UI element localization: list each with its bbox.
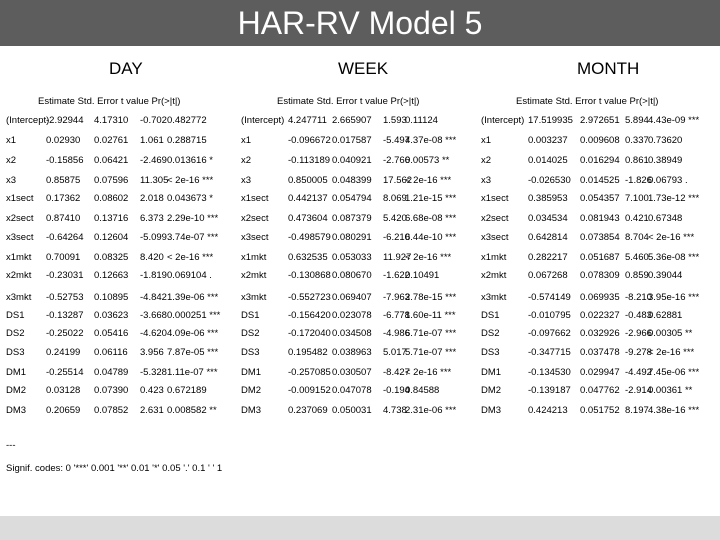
cell-est: -0.15856	[46, 155, 84, 166]
cell-p-value: 1.39e-06 ***	[167, 292, 219, 303]
cell-t: -8.210	[625, 292, 652, 303]
cell-term: DS3	[241, 347, 260, 358]
cell-se: 0.014525	[580, 175, 620, 186]
cell-est: 17.519935	[528, 115, 573, 126]
slide-title: HAR-RV Model 5	[237, 5, 483, 41]
cell-est: -0.134530	[528, 367, 571, 378]
cell-p-value: 1.60e-11 ***	[405, 310, 456, 321]
cell-est: -0.139187	[528, 385, 571, 396]
cell-p-value: < 2e-16 ***	[405, 252, 452, 263]
cell-est: 0.067268	[528, 270, 568, 281]
cell-se: 0.13716	[94, 213, 129, 224]
cell-term: x3sect	[6, 232, 34, 243]
cell-p-value: 0.73620	[648, 135, 683, 146]
cell-p-value: 3.95e-16 ***	[648, 292, 700, 303]
cell-p-value: 7.87e-05 ***	[167, 347, 219, 358]
cell-est: -0.13287	[46, 310, 84, 321]
cell-p-value: 0.84588	[405, 385, 440, 396]
cell-term: x2	[241, 155, 252, 166]
cell-est: -0.010795	[528, 310, 571, 321]
cell-se: 0.12604	[94, 232, 129, 243]
cell-est: -0.113189	[288, 155, 331, 166]
cell-se: 0.017587	[332, 135, 372, 146]
cell-p-value: < 2e-16 ***	[405, 367, 452, 378]
cell-t: -1.826	[625, 175, 652, 186]
cell-p-value: 4.37e-08 ***	[405, 135, 457, 146]
cell-t: -0.194	[383, 385, 410, 396]
cell-term: x1	[481, 135, 492, 146]
cell-t: -7.963	[383, 292, 410, 303]
cell-term: x2sect	[6, 213, 34, 224]
cell-term: DS1	[241, 310, 260, 321]
cell-term: x1mkt	[6, 252, 32, 263]
cell-se: 0.02761	[94, 135, 129, 146]
cell-p-value: < 2e-16 ***	[405, 175, 452, 186]
cell-se: 0.078309	[580, 270, 620, 281]
cell-p-value: 1.11e-07 ***	[167, 367, 218, 378]
cell-p-value: < 2e-16 ***	[167, 175, 214, 186]
cell-se: 0.087379	[332, 213, 372, 224]
cell-est: 0.70091	[46, 252, 81, 263]
cell-se: 0.050031	[332, 405, 372, 416]
week-table-header: Estimate Std. Error t value Pr(>|t|)	[277, 96, 420, 107]
cell-t: -0.702	[140, 115, 167, 126]
cell-t: -1.819	[140, 270, 167, 281]
cell-se: 0.05416	[94, 328, 129, 339]
cell-est: -0.23031	[46, 270, 84, 281]
ellipsis: ---	[6, 440, 16, 451]
cell-se: 0.04789	[94, 367, 129, 378]
cell-se: 0.10895	[94, 292, 129, 303]
cell-t: 2.018	[140, 193, 164, 204]
cell-est: 0.424213	[528, 405, 568, 416]
cell-t: 1.593	[383, 115, 407, 126]
cell-p-value: 7.45e-06 ***	[648, 367, 700, 378]
cell-se: 2.665907	[332, 115, 372, 126]
cell-t: 3.956	[140, 347, 164, 358]
cell-se: 0.051752	[580, 405, 620, 416]
cell-term: DS1	[481, 310, 500, 321]
cell-p-value: 0.043673 *	[167, 193, 213, 204]
cell-t: 11.305	[140, 175, 169, 186]
cell-term: x3sect	[481, 232, 509, 243]
significance-codes: Signif. codes: 0 '***' 0.001 '**' 0.01 '*' 0.05 '.' 0.1 ' ' 1	[6, 463, 223, 474]
cell-est: 0.003237	[528, 135, 568, 146]
cell-term: x3	[241, 175, 252, 186]
cell-est: 0.85875	[46, 175, 81, 186]
cell-est: -0.552723	[288, 292, 331, 303]
cell-est: 0.014025	[528, 155, 568, 166]
cell-t: 8.069	[383, 193, 407, 204]
month-table-header: Estimate Std. Error t value Pr(>|t|)	[516, 96, 659, 107]
cell-term: (Intercept)	[481, 115, 525, 126]
cell-est: -0.009152	[288, 385, 331, 396]
cell-t: 0.423	[140, 385, 164, 396]
cell-term: x2mkt	[481, 270, 507, 281]
month-panel-title: MONTH	[577, 59, 640, 78]
day-table-header: Estimate Std. Error t value Pr(>|t|)	[38, 96, 181, 107]
cell-term: x2mkt	[241, 270, 267, 281]
cell-se: 0.048399	[332, 175, 372, 186]
cell-p-value: 0.013616 *	[167, 155, 213, 166]
cell-est: 0.385953	[528, 193, 568, 204]
cell-t: 8.704	[625, 232, 649, 243]
cell-est: 0.632535	[288, 252, 328, 263]
cell-term: DS1	[6, 310, 25, 321]
cell-p-value: 6.71e-07 ***	[405, 328, 457, 339]
cell-p-value: 0.000251 ***	[167, 310, 221, 321]
cell-se: 0.040921	[332, 155, 372, 166]
cell-est: 0.24199	[46, 347, 81, 358]
cell-term: x2sect	[241, 213, 269, 224]
cell-term: x1sect	[241, 193, 269, 204]
cell-t: -2.469	[140, 155, 167, 166]
cell-est: 0.02930	[46, 135, 81, 146]
cell-p-value: 0.06793 .	[648, 175, 688, 186]
cell-se: 0.038963	[332, 347, 372, 358]
cell-se: 4.17310	[94, 115, 129, 126]
cell-p-value: 4.38e-16 ***	[648, 405, 700, 416]
cell-p-value: 0.00361 **	[648, 385, 693, 396]
cell-term: x3mkt	[241, 292, 267, 303]
cell-term: x3	[6, 175, 17, 186]
cell-term: x2sect	[481, 213, 509, 224]
cell-p-value: 0.288715	[167, 135, 207, 146]
cell-est: -0.574149	[528, 292, 571, 303]
cell-p-value: 0.10491	[405, 270, 440, 281]
cell-term: DM2	[6, 385, 27, 396]
cell-est: 0.237069	[288, 405, 328, 416]
cell-est: 0.442137	[288, 193, 328, 204]
cell-se: 0.07852	[94, 405, 129, 416]
cell-p-value: 0.672189	[167, 385, 207, 396]
cell-t: 11.927	[383, 252, 412, 263]
cell-p-value: < 2e-16 ***	[648, 232, 695, 243]
cell-term: x2mkt	[6, 270, 32, 281]
cell-t: -1.622	[383, 270, 410, 281]
cell-t: -6.210	[383, 232, 410, 243]
cell-term: DS3	[6, 347, 25, 358]
cell-est: -0.156420	[288, 310, 331, 321]
cell-se: 0.029947	[580, 367, 620, 378]
cell-term: DM2	[241, 385, 262, 396]
cell-se: 0.054357	[580, 193, 620, 204]
cell-se: 0.12663	[94, 270, 129, 281]
cell-se: 0.07390	[94, 385, 129, 396]
cell-se: 0.069935	[580, 292, 620, 303]
cell-se: 0.022327	[580, 310, 620, 321]
cell-t: -3.668	[140, 310, 167, 321]
cell-t: -5.099	[140, 232, 167, 243]
cell-p-value: 0.008582 **	[167, 405, 217, 416]
cell-p-value: 6.44e-10 ***	[405, 232, 457, 243]
cell-term: x1sect	[6, 193, 34, 204]
cell-t: -2.966	[625, 328, 652, 339]
cell-se: 0.073854	[580, 232, 620, 243]
cell-est: -0.172040	[288, 328, 331, 339]
cell-p-value: < 2e-16 ***	[167, 252, 214, 263]
cell-term: x3mkt	[481, 292, 507, 303]
cell-term: x1mkt	[241, 252, 267, 263]
cell-p-value: 4.09e-06 ***	[167, 328, 219, 339]
cell-p-value: < 2e-16 ***	[648, 347, 695, 358]
cell-est: 0.195482	[288, 347, 328, 358]
cell-term: DM1	[241, 367, 262, 378]
cell-p-value: 5.36e-08 ***	[648, 252, 700, 263]
cell-est: 0.20659	[46, 405, 81, 416]
cell-p-value: 2.78e-15 ***	[405, 292, 457, 303]
cell-t: 4.738	[383, 405, 407, 416]
cell-est: -0.25514	[46, 367, 84, 378]
cell-se: 0.051687	[580, 252, 620, 263]
cell-se: 0.069407	[332, 292, 372, 303]
cell-est: 0.87410	[46, 213, 81, 224]
cell-est: -2.92944	[46, 115, 84, 126]
cell-t: 5.894	[625, 115, 649, 126]
cell-p-value: 0.069104 .	[167, 270, 212, 281]
cell-term: x1	[241, 135, 252, 146]
cell-se: 0.034508	[332, 328, 372, 339]
cell-t: -9.278	[625, 347, 652, 358]
cell-t: 6.373	[140, 213, 164, 224]
cell-t: 8.420	[140, 252, 164, 263]
cell-t: 1.061	[140, 135, 164, 146]
cell-est: -0.026530	[528, 175, 571, 186]
cell-term: DM1	[6, 367, 27, 378]
cell-t: 17.562	[383, 175, 413, 186]
cell-est: -0.498579	[288, 232, 331, 243]
cell-term: DM3	[481, 405, 502, 416]
cell-term: DS2	[241, 328, 260, 339]
cell-t: 0.337	[625, 135, 649, 146]
cell-se: 0.016294	[580, 155, 620, 166]
cell-se: 0.08602	[94, 193, 129, 204]
cell-est: 0.03128	[46, 385, 81, 396]
cell-est: 4.247711	[288, 115, 327, 126]
cell-t: -6.778	[383, 310, 410, 321]
cell-p-value: 1.21e-15 ***	[405, 193, 457, 204]
cell-term: DS2	[6, 328, 25, 339]
cell-p-value: 0.482772	[167, 115, 207, 126]
cell-term: DM1	[481, 367, 502, 378]
cell-est: 0.17362	[46, 193, 81, 204]
cell-t: 0.421	[625, 213, 649, 224]
cell-t: -5.328	[140, 367, 167, 378]
cell-p-value: 0.11124	[405, 115, 438, 126]
cell-term: x1	[6, 135, 17, 146]
cell-se: 0.08325	[94, 252, 129, 263]
cell-term: x1sect	[481, 193, 509, 204]
cell-se: 0.032926	[580, 328, 620, 339]
cell-p-value: 0.39044	[648, 270, 683, 281]
cell-t: -0.483	[625, 310, 652, 321]
cell-t: -5.497	[383, 135, 410, 146]
cell-p-value: 0.00573 **	[405, 155, 450, 166]
cell-p-value: 6.68e-08 ***	[405, 213, 457, 224]
cell-est: -0.130868	[288, 270, 331, 281]
cell-t: -4.986	[383, 328, 410, 339]
cell-se: 0.03623	[94, 310, 129, 321]
cell-se: 0.07596	[94, 175, 129, 186]
cell-term: DM3	[241, 405, 262, 416]
cell-se: 0.06421	[94, 155, 129, 166]
cell-est: 0.282217	[528, 252, 568, 263]
cell-t: -8.427	[383, 367, 410, 378]
cell-term: x3	[481, 175, 492, 186]
cell-term: DS2	[481, 328, 500, 339]
cell-se: 0.080670	[332, 270, 372, 281]
cell-se: 0.053033	[332, 252, 372, 263]
cell-t: -4.492	[625, 367, 652, 378]
cell-est: -0.096672	[288, 135, 331, 146]
cell-p-value: 0.00305 **	[648, 328, 693, 339]
cell-se: 0.030507	[332, 367, 372, 378]
cell-p-value: 0.62881	[648, 310, 683, 321]
day-panel-title: DAY	[109, 59, 143, 78]
cell-se: 0.023078	[332, 310, 372, 321]
cell-term: (Intercept)	[241, 115, 285, 126]
cell-term: (Intercept)	[6, 115, 50, 126]
cell-term: x2	[481, 155, 492, 166]
cell-p-value: 1.73e-12 ***	[648, 193, 700, 204]
cell-t: 5.017	[383, 347, 407, 358]
cell-p-value: 2.29e-10 ***	[167, 213, 219, 224]
cell-term: DM2	[481, 385, 502, 396]
cell-est: -0.347715	[528, 347, 571, 358]
cell-est: 0.473604	[288, 213, 328, 224]
cell-t: -2.766	[383, 155, 410, 166]
cell-t: 5.460	[625, 252, 649, 263]
cell-est: -0.097662	[528, 328, 571, 339]
cell-t: -2.914	[625, 385, 652, 396]
cell-p-value: 0.38949	[648, 155, 683, 166]
cell-t: 7.100	[625, 193, 649, 204]
bottom-bar	[0, 516, 720, 540]
cell-se: 0.06116	[94, 347, 128, 358]
cell-term: DS3	[481, 347, 500, 358]
cell-t: -4.842	[140, 292, 167, 303]
cell-t: 0.859	[625, 270, 649, 281]
cell-p-value: 4.43e-09 ***	[648, 115, 700, 126]
cell-est: 0.642814	[528, 232, 568, 243]
cell-est: 0.034534	[528, 213, 568, 224]
cell-se: 0.054794	[332, 193, 372, 204]
week-panel-title: WEEK	[338, 59, 389, 78]
cell-se: 0.080291	[332, 232, 372, 243]
cell-est: -0.257085	[288, 367, 331, 378]
cell-p-value: 3.74e-07 ***	[167, 232, 219, 243]
cell-t: 8.197	[625, 405, 649, 416]
cell-t: 2.631	[140, 405, 164, 416]
cell-se: 0.081943	[580, 213, 620, 224]
cell-p-value: 2.31e-06 ***	[405, 405, 457, 416]
cell-term: x2	[6, 155, 17, 166]
cell-p-value: 5.71e-07 ***	[405, 347, 457, 358]
cell-se: 0.037478	[580, 347, 620, 358]
cell-term: DM3	[6, 405, 27, 416]
cell-est: -0.52753	[46, 292, 84, 303]
cell-term: x3sect	[241, 232, 269, 243]
cell-t: -4.620	[140, 328, 167, 339]
cell-term: x1mkt	[481, 252, 507, 263]
cell-est: 0.850005	[288, 175, 328, 186]
cell-term: x3mkt	[6, 292, 32, 303]
cell-t: 0.861	[625, 155, 649, 166]
cell-p-value: 0.67348	[648, 213, 683, 224]
cell-se: 0.047762	[580, 385, 620, 396]
cell-t: 5.420	[383, 213, 407, 224]
cell-est: -0.25022	[46, 328, 84, 339]
cell-se: 2.972651	[580, 115, 620, 126]
cell-se: 0.047078	[332, 385, 372, 396]
cell-est: -0.64264	[46, 232, 84, 243]
cell-se: 0.009608	[580, 135, 620, 146]
